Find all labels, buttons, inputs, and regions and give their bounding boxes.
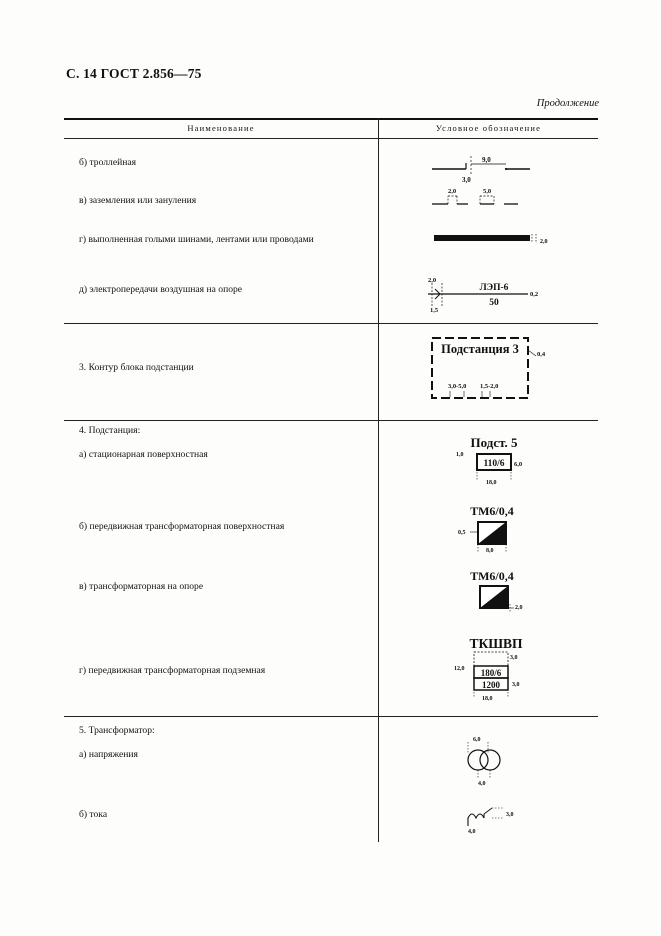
- dim-overhead-thickness: 0,2: [530, 291, 539, 298]
- table-header-rule: [64, 138, 598, 139]
- dim-underground-width: 18,0: [482, 696, 493, 702]
- page-header-title: С. 14 ГОСТ 2.856—75: [66, 66, 202, 81]
- dim-mobile-surface-width: 8,0: [486, 548, 494, 554]
- dim-current-transformer-width: 4,0: [468, 829, 476, 835]
- mobile-underground-rating: 180/6: [480, 668, 502, 678]
- dim-voltage-transformer-offset: 4,0: [478, 781, 486, 787]
- table-top-rule: [64, 118, 598, 120]
- symbol-pole-substation: [460, 566, 550, 614]
- table-row-divider: [64, 323, 598, 324]
- dim-mobile-surface-border: 0,5: [458, 530, 466, 536]
- symbol-stationary-substation: [452, 434, 552, 490]
- row-label-voltage-transformer: а) напряжения: [79, 749, 138, 760]
- row-label-current-transformer: б) тока: [79, 809, 108, 820]
- dim-underground-bottom: 3,0: [512, 682, 520, 688]
- dim-contour-line: 0,4: [537, 351, 546, 358]
- row-label-mobile-surface-substation: б) передвижная трансформаторная поверхностная: [79, 521, 285, 532]
- symbol-grounding-line: [430, 184, 530, 210]
- dim-grounding-step: 5,0: [483, 188, 492, 195]
- row-label-substation-contour: 3. Контур блока подстанции: [79, 362, 194, 373]
- continuation-label: Продолжение: [536, 98, 599, 109]
- dim-stationary-width: 18,0: [486, 480, 497, 486]
- stationary-substation-title: Подст. 5: [470, 435, 518, 450]
- row-label-pole-substation: в) трансформаторная на опоре: [79, 581, 204, 592]
- dim-stationary-border: 1,0: [456, 452, 464, 458]
- symbol-overhead-line: [424, 274, 554, 316]
- dim-trolley-gap: 3,0: [462, 176, 471, 184]
- symbol-current-transformer: [462, 800, 542, 840]
- row-label-substation-heading: 4. Подстанция:: [79, 425, 141, 436]
- dim-underground-height: 12,0: [454, 666, 465, 672]
- dim-trolley-length: 9,0: [482, 156, 491, 164]
- dim-pole-substation-line: 2,0: [515, 605, 523, 611]
- overhead-line-name: ЛЭП-6: [479, 283, 509, 293]
- row-label-grounding: в) заземления или зануления: [79, 195, 197, 206]
- dim-contour-gap: 1,5-2,0: [480, 383, 499, 390]
- row-label-bare-conductors: г) выполненная голыми шинами, лентами или проводами: [79, 234, 314, 245]
- dim-overhead-pole: 2,0: [428, 277, 437, 284]
- mobile-surface-substation-title: ТМ6/0,4: [470, 504, 514, 518]
- mobile-underground-title: ТКШВП: [469, 636, 523, 651]
- dim-current-transformer-height: 3,0: [506, 812, 514, 818]
- symbol-substation-contour: [428, 334, 568, 404]
- column-header-symbol: Условное обозначение: [435, 123, 542, 133]
- dim-voltage-transformer-diameter: 6,0: [473, 737, 481, 743]
- table-row-divider: [64, 716, 598, 717]
- symbol-mobile-underground-substation: [446, 632, 556, 706]
- symbol-bare-busbar: [432, 232, 562, 248]
- mobile-underground-capacity: 1200: [482, 680, 500, 690]
- row-label-trolley: б) троллейная: [79, 157, 137, 168]
- dim-busbar-width: 2,0: [540, 239, 548, 245]
- symbol-mobile-surface-substation: [452, 502, 542, 554]
- pole-substation-title: ТМ6/0,4: [470, 569, 514, 583]
- row-label-overhead-line: д) электропередачи воздушная на опоре: [79, 284, 243, 295]
- row-label-stationary-substation: а) стационарная поверхностная: [79, 449, 208, 460]
- dim-underground-top: 3,0: [510, 655, 518, 661]
- dim-stationary-height: 6,0: [514, 461, 523, 468]
- row-label-transformer-heading: 5. Трансформатор:: [79, 725, 155, 736]
- table-row-divider: [64, 420, 598, 421]
- dim-overhead-offset: 1,5: [430, 307, 439, 314]
- row-label-mobile-underground-substation: г) передвижная трансформаторная подземная: [79, 665, 266, 676]
- dim-grounding-gap: 2,0: [448, 188, 457, 195]
- overhead-line-number: 50: [489, 298, 499, 308]
- dim-contour-dash: 3,0-5,0: [448, 383, 467, 390]
- substation-contour-title: Подстанция 3: [441, 342, 519, 356]
- stationary-substation-rating: 110/6: [483, 459, 505, 469]
- column-header-name: Наименование: [187, 123, 255, 133]
- symbol-voltage-transformer: [462, 732, 522, 790]
- table-column-divider: [378, 118, 379, 842]
